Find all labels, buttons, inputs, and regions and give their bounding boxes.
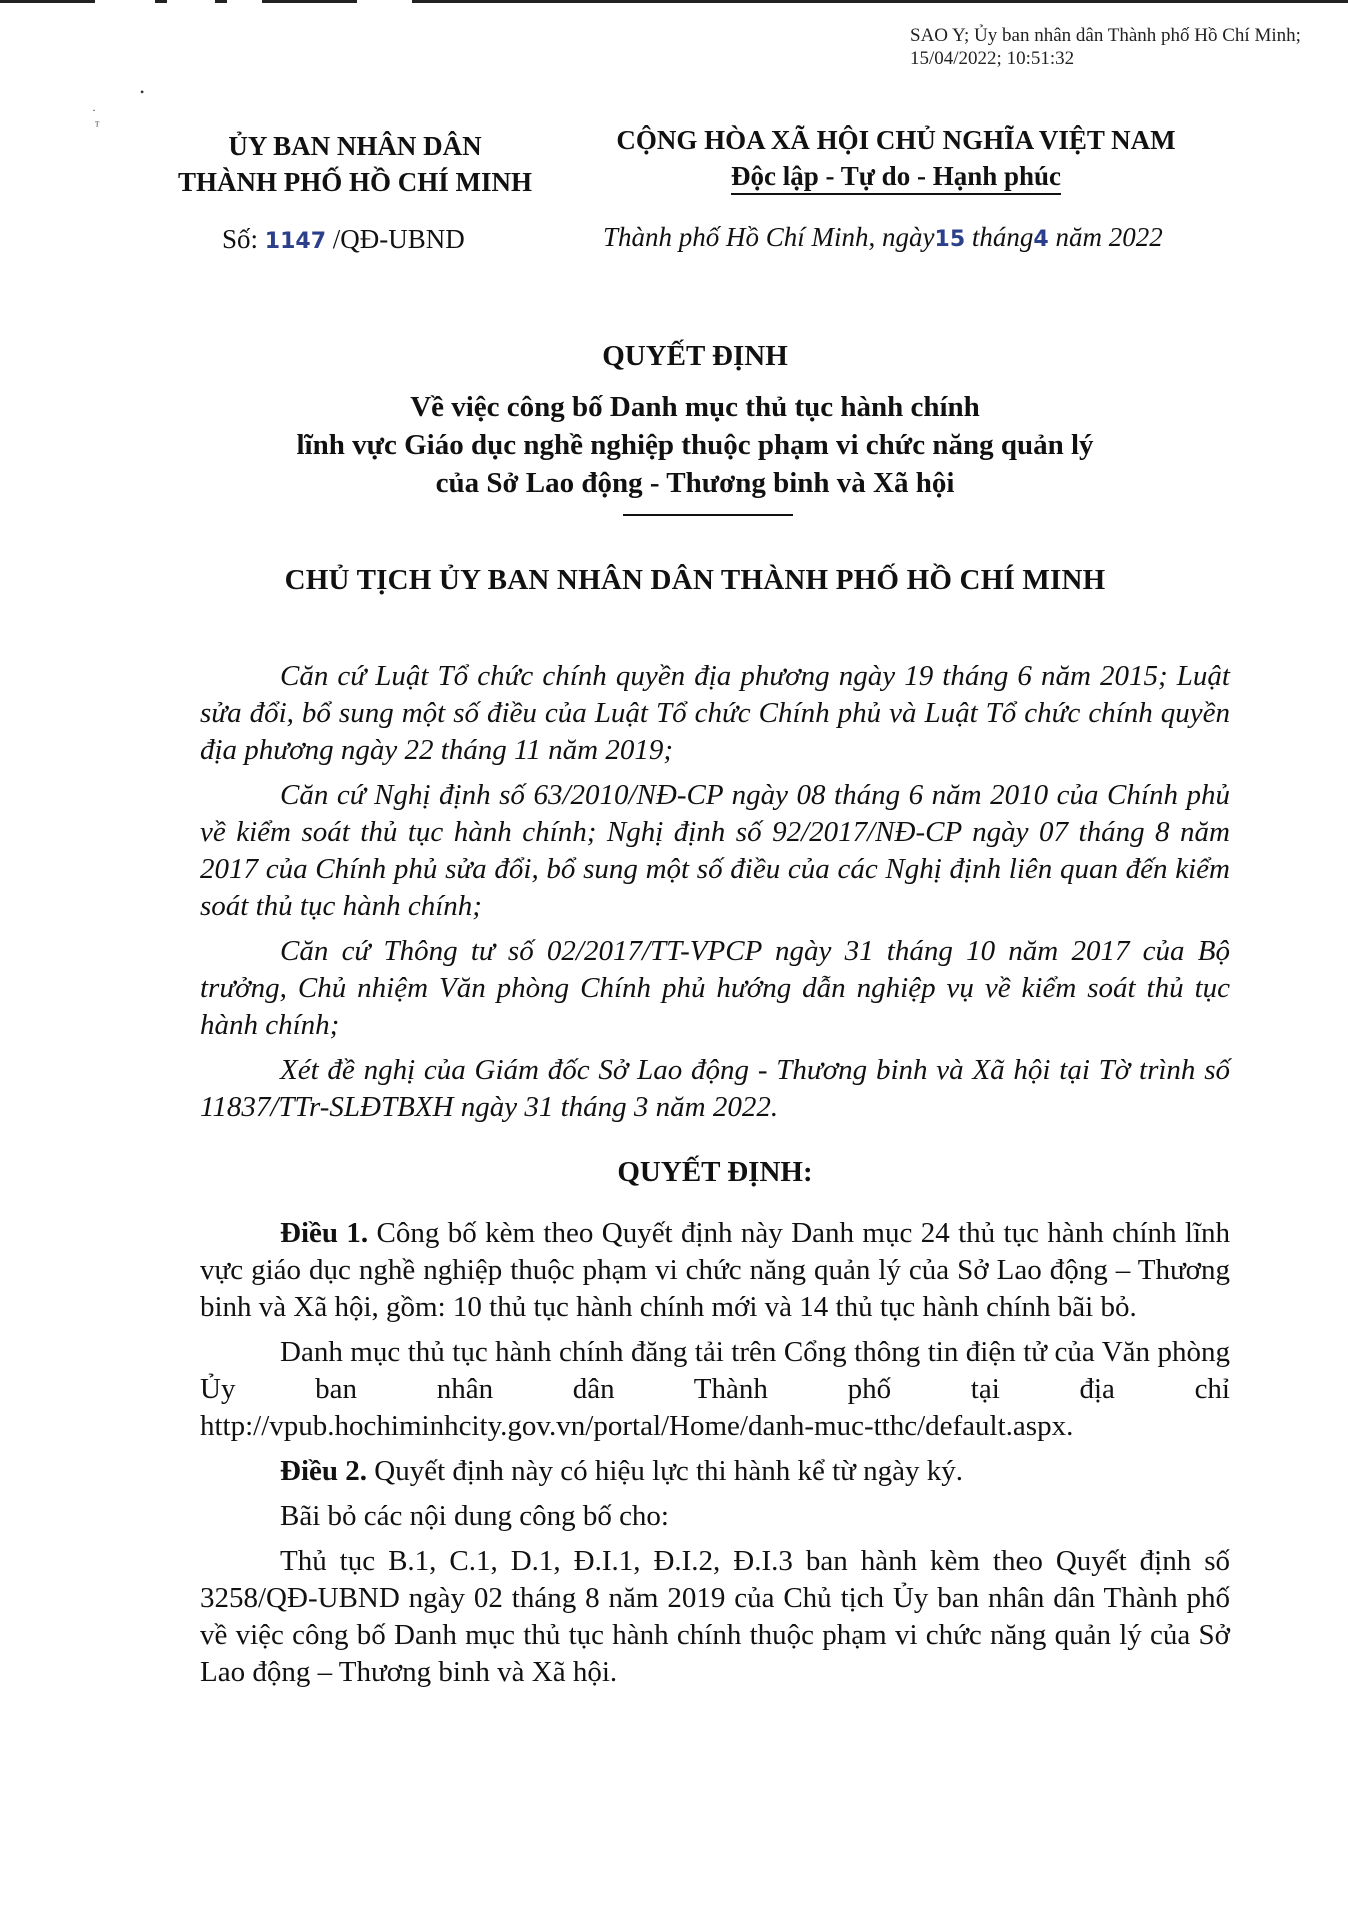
article-2-paragraph-3: Thủ tục B.1, C.1, D.1, Đ.I.1, Đ.I.2, Đ.I.3 ban hành kèm theo Quyết định số 3258/QĐ-UBND ngày 02 tháng 8 năm 2019 của Chủ tịch Ủy ban nhân dân Thành phố về việc công bố Danh mục thủ tục hành chính thuộc phạm vi chức năng quản lý của Sở Lao động – Thương binh và Xã hội. [200,1545,1230,1688]
article-2-text: Quyết định này có hiệu lực thi hành kể từ ngày ký. [367,1455,964,1487]
document-type-title: QUYẾT ĐỊNH [602,340,788,372]
article-1-paragraph-2: Danh mục thủ tục hành chính đăng tải trên Cổng thông tin điện tử của Văn phòng Ủy ban nhân dân Thành phố tại địa chỉ http://vpub.hochiminhcity.gov.vn/portal/Home/danh-muc-tthc/default.aspx. [200,1336,1230,1442]
article-1-label: Điều 1. [280,1217,369,1249]
date-month-handwritten: 4 [1033,227,1049,252]
decision-heading: QUYẾT ĐỊNH: [617,1156,813,1188]
preamble-paragraph: Căn cứ Thông tư số 02/2017/TT-VPCP ngày 31 tháng 10 năm 2017 của Bộ trưởng, Chủ nhiệm Văn phòng Chính phủ hướng dẫn nghiệp vụ về kiểm soát thủ tục hành chính; [200,935,1230,1041]
subject-line-2: lĩnh vực Giáo dục nghề nghiệp thuộc phạm vi chức năng quản lý [296,429,1094,461]
subject-line-3: của Sở Lao động - Thương binh và Xã hội [435,467,955,499]
preamble-paragraph: Căn cứ Nghị định số 63/2010/NĐ-CP ngày 08 tháng 6 năm 2010 của Chính phủ về kiểm soát thủ tục hành chính; Nghị định số 92/2017/NĐ-CP ngày 07 tháng 8 năm 2017 của Chính phủ sửa đổi, bổ sung một số điều của các Nghị định liên quan đến kiểm soát thủ tục hành chính; [200,779,1230,922]
article-2 [200,1453,1230,1490]
date-month-label: tháng [971,222,1034,252]
date-day-handwritten: 15 [934,227,966,252]
scan-speck: · [92,103,96,117]
document-body [200,658,1230,1699]
doc-number-handwritten: 1147 [264,229,327,254]
article-1 [200,1215,1230,1326]
preamble-paragraph: Xét đề nghị của Giám đốc Sở Lao động - Thương binh và Xã hội tại Tờ trình số 11837/TTr-SLĐTBXH ngày 31 tháng 3 năm 2022. [200,1054,1230,1123]
article-2-label: Điều 2. [280,1455,367,1487]
subject-line-1: Về việc công bố Danh mục thủ tục hành chính [410,391,980,423]
signing-authority-heading: CHỦ TỊCH ỦY BAN NHÂN DÂN THÀNH PHỐ HỒ CHÍ MINH [284,564,1106,596]
doc-number-suffix: /QĐ-UBND [332,224,465,254]
national-heading [606,122,1186,195]
country-name: CỘNG HÒA XÃ HỘI CHỦ NGHĨA VIỆT NAM [616,125,1176,155]
document-number [222,224,465,255]
scan-speck: • [140,85,145,99]
article-1-text: Công bố kèm theo Quyết định này Danh mục 24 thủ tục hành chính lĩnh vực giáo dục nghề nghiệp thuộc phạm vi chức năng quản lý của Sở Lao động – Thương binh và Xã hội, gồm: 10 thủ tục hành chính mới và 14 thủ tục hành chính bãi bỏ. [200,1217,1230,1323]
authority-line-2: THÀNH PHỐ HỒ CHÍ MINH [177,167,532,197]
doc-number-prefix: Số: [222,224,259,254]
preamble-paragraph: Căn cứ Luật Tổ chức chính quyền địa phương ngày 19 tháng 6 năm 2015; Luật sửa đổi, bổ sung một số điều của Luật Tổ chức Chính phủ và Luật Tổ chức chính quyền địa phương ngày 22 tháng 11 năm 2019; [200,660,1230,766]
document-subject [160,388,1230,502]
authority-line-1: ỦY BAN NHÂN DÂN [228,131,482,161]
copy-stamp: SAO Y; Ủy ban nhân dân Thành phố Hồ Chí Minh; 15/04/2022; 10:51:32 [910,25,1301,69]
issuing-authority [155,128,555,200]
scan-speck: ᵀ [95,119,100,133]
scan-top-edge [0,0,1348,3]
national-motto: Độc lập - Tự do - Hạnh phúc [731,159,1061,195]
date-place: Thành phố Hồ Chí Minh, ngày [603,222,935,252]
title-divider [623,514,793,516]
date-year: năm 2022 [1055,222,1163,252]
issue-date [603,222,1243,253]
article-2-paragraph-2: Bãi bỏ các nội dung công bố cho: [280,1500,669,1532]
